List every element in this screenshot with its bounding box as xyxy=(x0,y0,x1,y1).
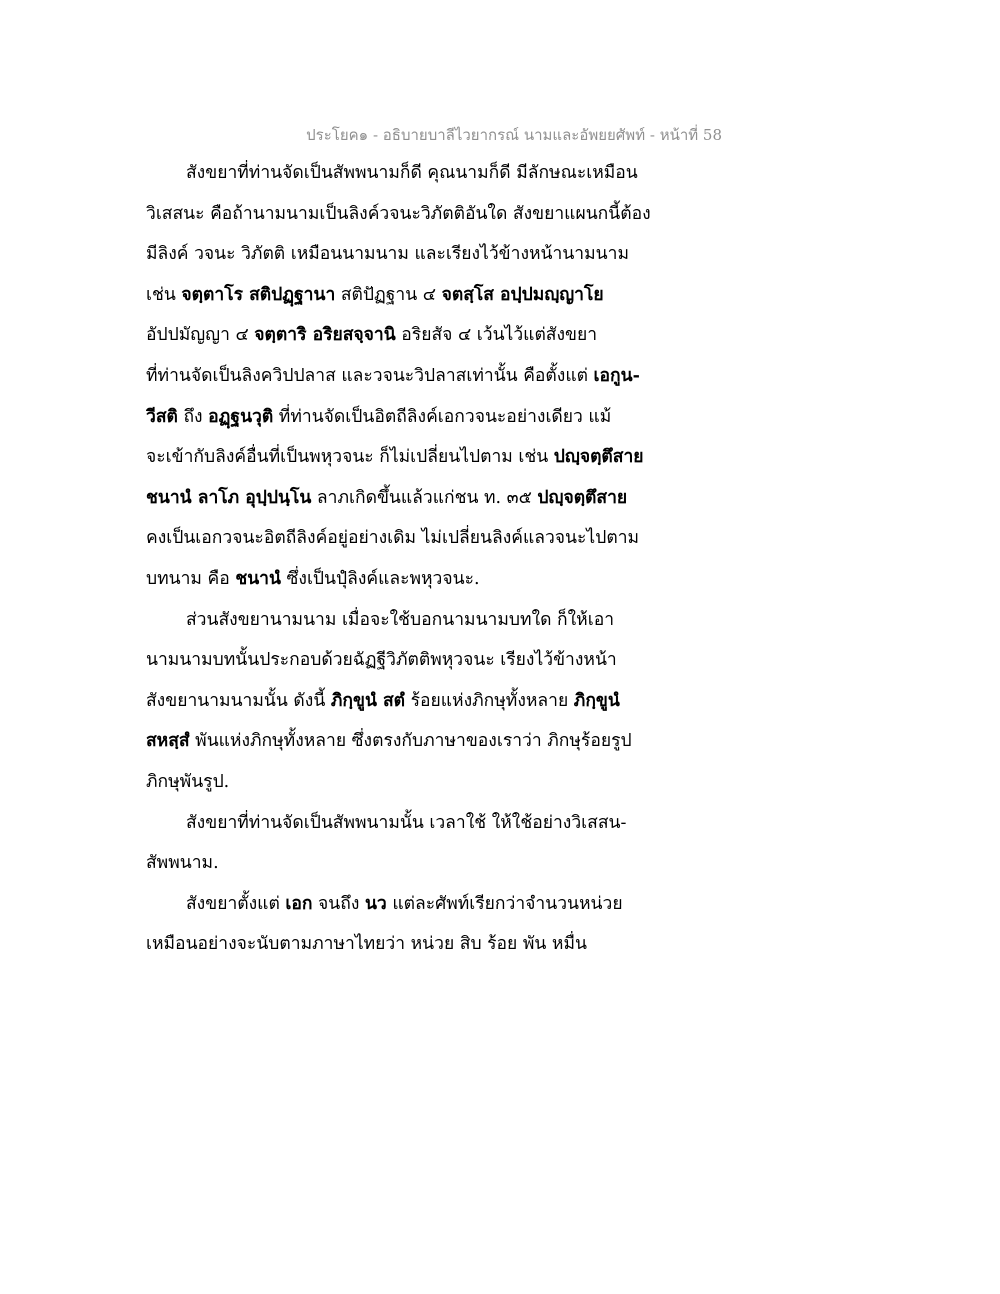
text-segment: เหมือนอย่างจะนับตามภาษาไทยว่า หน่วย สิบ ร้อย พัน หมื่น xyxy=(146,934,587,955)
bold-term: อฏฺฐนวุติ xyxy=(208,406,274,427)
text-line xyxy=(146,681,706,722)
text-line xyxy=(146,600,706,641)
text-segment: อัปปมัญญา ๔ xyxy=(146,325,255,346)
text-segment: ส่วนสังขยานามนาม เมื่อจะใช้บอกนามนามบทใด ก็ให้เอา xyxy=(186,609,615,630)
text-line xyxy=(146,559,706,600)
bold-term: นว xyxy=(364,893,387,914)
bold-term: ชนานํ xyxy=(235,568,281,589)
bold-term: จตฺตาโร สติปฏฺฐานา xyxy=(181,284,336,305)
text-line xyxy=(146,843,706,884)
text-line xyxy=(146,275,706,316)
text-segment: ซึ่งเป็นปุํลิงค์และพหุวจนะ. xyxy=(280,568,480,589)
text-segment: จนถึง xyxy=(312,893,365,914)
text-segment: สติปัฏฐาน ๔ xyxy=(335,284,442,305)
text-segment: มีลิงค์ วจนะ วิภัตติ เหมือนนามนาม และเรียงไว้ข้างหน้านามนาม xyxy=(146,244,629,265)
bold-term: ปญฺจตฺตึสาย xyxy=(553,447,644,468)
text-segment: ที่ท่านจัดเป็นลิงควิปปลาส และวจนะวิปลาสเท่านั้น คือตั้งแต่ xyxy=(146,365,594,386)
text-segment: แต่ละศัพท์เรียกว่าจำนวนหน่วย xyxy=(386,893,623,914)
text-segment: วิเสสนะ คือถ้านามนามเป็นลิงค์วจนะวิภัตติอันใด สังขยาแผนกนี้ต้อง xyxy=(146,203,651,224)
text-line xyxy=(146,194,706,235)
text-segment: สังขยาตั้งแต่ xyxy=(186,893,286,914)
text-segment: อริยสัจ ๔ เว้นไว้แต่สังขยา xyxy=(395,325,598,346)
bold-term: เอกูน- xyxy=(593,365,640,386)
text-segment: คงเป็นเอกวจนะอิตถีลิงค์อยู่อย่างเดิม ไม่เปลี่ยนลิงค์แลวจนะไปตาม xyxy=(146,528,640,549)
text-segment: นามนามบทนั้นประกอบด้วยฉัฏฐีวิภัตติพหุวจนะ เรียงไว้ข้างหน้า xyxy=(146,650,617,671)
bold-term: จตฺตาริ อริยสจฺจานิ xyxy=(254,325,396,346)
text-segment: ภิกษุพันรูป. xyxy=(146,771,230,792)
text-segment: ที่ท่านจัดเป็นอิตถีลิงค์เอกวจนะอย่างเดียว แม้ xyxy=(273,406,612,427)
bold-term: จตสฺโส อปฺปมญฺญาโย xyxy=(441,284,604,305)
text-line xyxy=(146,924,706,965)
text-line xyxy=(146,640,706,681)
text-line xyxy=(146,437,706,478)
bold-term: ปญฺจตฺตึสาย xyxy=(537,487,628,508)
text-line xyxy=(146,315,706,356)
text-segment: พันแห่งภิกษุทั้งหลาย ซึ่งตรงกับภาษาของเราว่า ภิกษุร้อยรูป xyxy=(189,731,632,752)
text-segment: ถึง xyxy=(177,406,209,427)
text-segment: เช่น xyxy=(146,284,182,305)
text-line xyxy=(146,762,706,803)
text-line xyxy=(146,397,706,438)
bold-term: ภิกฺขูนํ xyxy=(573,690,620,711)
text-segment: สังขยาที่ท่านจัดเป็นสัพพนามก็ดี คุณนามก็ดี มีลักษณะเหมือน xyxy=(186,163,638,183)
text-segment: สังขยาที่ท่านจัดเป็นสัพพนามนั้น เวลาใช้ ให้ใช้อย่างวิเสสน- xyxy=(186,812,627,833)
text-line xyxy=(146,478,706,519)
text-line xyxy=(146,234,706,275)
bold-term: ภิกฺขูนํ สตํ xyxy=(330,690,406,711)
text-segment: จะเข้ากับลิงค์อื่นที่เป็นพหุวจนะ ก็ไม่เปลี่ยนไปตาม เช่น xyxy=(146,447,554,468)
body-text xyxy=(146,153,706,965)
text-segment: ร้อยแห่งภิกษุทั้งหลาย xyxy=(405,690,574,711)
text-segment: บทนาม คือ xyxy=(146,568,236,589)
running-header: ประโยค๑ - อธิบายบาลีไวยากรณ์ นามและอัพยยศัพท์ - หน้าที่ 58 xyxy=(306,126,722,144)
text-line xyxy=(146,721,706,762)
text-segment: สังขยานามนามนั้น ดังนี้ xyxy=(146,690,331,711)
bold-term: ชนานํ ลาโภ อุปฺปนฺโน xyxy=(146,487,312,508)
text-line xyxy=(146,803,706,844)
text-line xyxy=(146,518,706,559)
bold-term: สหสฺสํ xyxy=(146,731,190,752)
text-segment: สัพพนาม. xyxy=(146,853,219,874)
bold-term: วีสติ xyxy=(146,406,178,427)
bold-term: เอก xyxy=(285,893,313,914)
text-line xyxy=(146,356,706,397)
text-line xyxy=(146,884,706,925)
text-line xyxy=(146,153,706,194)
text-segment: ลาภเกิดขึ้นแล้วแก่ชน ท. ๓๕ xyxy=(311,487,538,508)
